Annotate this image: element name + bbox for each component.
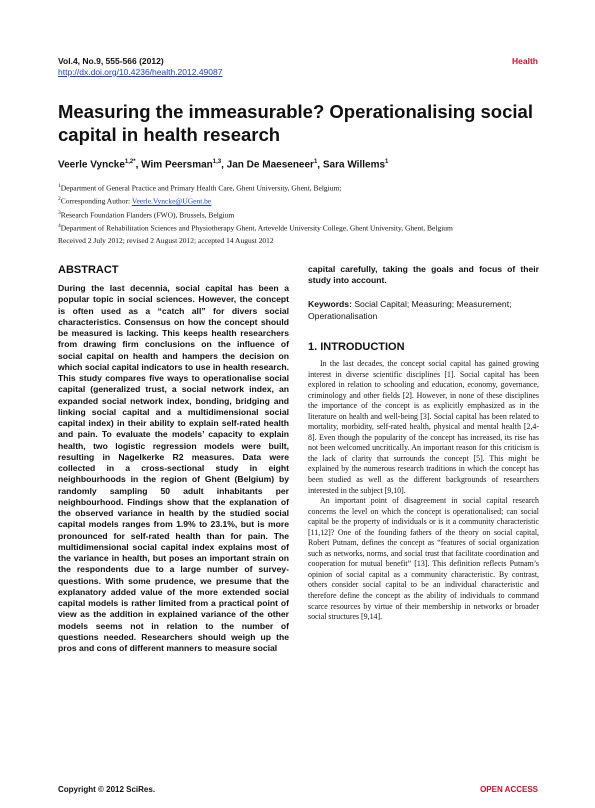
affiliations: [58, 181, 548, 234]
abstract-body: During the last decennia, social capital has been a popular topic in social sciences. However, the concept is often used as a “catch all” for divers social characteristics. Consensus on how the concept should be measured is lacking. This keeps health researchers from drawing firm conclusions on the influence of social capital on health and hampers the decision on which social capital indicators to use in health research. This study compares five ways to operationalise social capital (generalized trust, a social network index, an expanded social network index, bonding, bridging and linking social capital and a multidimensional social capital index) in their ability to explain self-rated health and pain. To evaluate the models’ capacity to explain health, two logistic regression models were built, resulting in Nagelkerke R2 measures. Data were collected in a cross-sectional study in eight neighbourhoods in the region of Ghent (Belgium) by randomly sampling 50 adult inhabitants per neighbourhood. Findings show that the explanation of the observed variance in health by the studied social capital models ranges from 1.9% to 23.1%, but is more pronounced for self-rated health than for pain. The multidimensional social capital index explains most of the variance in health, but poses an important strain on the respondents due to a large number of survey-questions. With some prudence, we presume that the explanatory added value of the more extended social capital models is rather limited from a practical point of view as the addition in explained variance of the other models seems not in relation to the number of questions needed. Researchers should weigh up the pros and cons of different manners to measure social: [58, 283, 289, 653]
introduction-heading: 1. INTRODUCTION: [308, 341, 405, 353]
affiliation-text: Department of Rehabilitation Sciences and Physiotherapy Ghent, Artevelde University College, Ghent University, Ghent, Belgium: [60, 223, 453, 233]
author-list: Veerle Vyncke$^{1,2*}$, Wim Peersman$^{1,3}$, Jan De Maeseneer$^1$, Sara Willems$^1$: [58, 159, 389, 171]
affiliation-text: Department of General Practice and Primary Health Care, Ghent University, Ghent, Belgium;: [60, 183, 342, 193]
author-affiliation-mark: 1,3: [212, 159, 222, 165]
affiliation-mark: 1: [58, 183, 61, 189]
corresponding-email-link[interactable]: Veerle.Vyncke@UGent.be: [131, 196, 212, 206]
keywords-text: Social Capital; Measuring; Measurement; Operationalisation: [308, 299, 512, 321]
affiliation-text: Research Foundation Flanders (FWO), Brussels, Belgium: [60, 210, 235, 220]
author-affiliation-mark: 1: [385, 159, 389, 165]
introduction-body: [308, 359, 539, 623]
affiliation-line: [58, 181, 548, 194]
author-affiliation-mark: 1: [313, 159, 318, 165]
affiliation-line: [58, 194, 548, 207]
affiliation-mark: 4: [58, 222, 61, 229]
affiliation-text: Corresponding Author:: [60, 196, 132, 206]
paragraph: In the last decades, the concept social capital has gained growing interest in diverse scientific disciplines [1]. Social capital has been explored in relation to schooling and education, economy, governance, criminology and other fields [2]. However, in none of these disciplines the importance of the concept is as explicitly emphasized as in the literature on health and well-being [3]. Social capital has been related to mortality, morbidity, self-rated health, physical and mental health [2,4-8]. Even though the popularity of the concept has increased, its rise has not been welcomed uncritically. An important reason for this criticism is the lack of clarity that surrounds the concept [5]. This might be explained by the numerous research traditions in which the concept has been studied as well as the different backgrounds of researchers interested in the subject [9,10].: [308, 359, 539, 495]
author-name: Veerle Vyncke: [58, 159, 125, 171]
copyright-notice: Copyright © 2012 SciRes.: [58, 785, 156, 794]
affiliation-line: [58, 208, 548, 221]
affiliation-mark: 2: [58, 196, 61, 203]
journal-field-label: Health: [512, 56, 538, 66]
journal-volume-info: Vol.4, No.9, 555-566 (2012): [58, 56, 164, 66]
author-affiliation-mark: 1,2*: [124, 159, 136, 165]
received-dates: Received 2 July 2012; revised 2 August 2012; accepted 14 August 2012: [58, 236, 274, 245]
author-name: Sara Willems: [322, 159, 386, 171]
abstract-continuation: capital carefully, taking the goals and focus of their study into account.: [308, 264, 539, 286]
keywords: [308, 299, 539, 322]
abstract-heading: ABSTRACT: [58, 264, 119, 276]
affiliation-line: [58, 221, 548, 234]
paragraph: An important point of disagreement in social capital research concerns the level on which the concept is operationalised; can social capital be the property of individuals or is it a community characteristic [11,12]? One of the founding fathers of the theory on social capital, Robert Putnam, defines the concept as “features of social organization such as networks, norms, and social trust that facilitate coordination and cooperation for mutual benefit” [13]. This definition reflects Putnam’s opinion of social capital as a community characteristic. By contrast, others consider social capital to be an individual characteristic and therefore define the concept as the ability of individuals to command scarce resources by virtue of their membership in networks or broader social structures [9,14].: [308, 496, 539, 622]
paper-title: Measuring the immeasurable? Operationalising social capital in health research: [58, 101, 533, 145]
open-access-label: OPEN ACCESS: [480, 785, 538, 794]
keywords-label: Keywords:: [308, 299, 352, 309]
author-name: Wim Peersman: [141, 159, 213, 171]
doi-link[interactable]: http://dx.doi.org/10.4236/health.2012.49087: [58, 67, 223, 77]
affiliation-mark: 3: [58, 209, 61, 216]
author-name: Jan De Maeseneer: [226, 159, 314, 171]
